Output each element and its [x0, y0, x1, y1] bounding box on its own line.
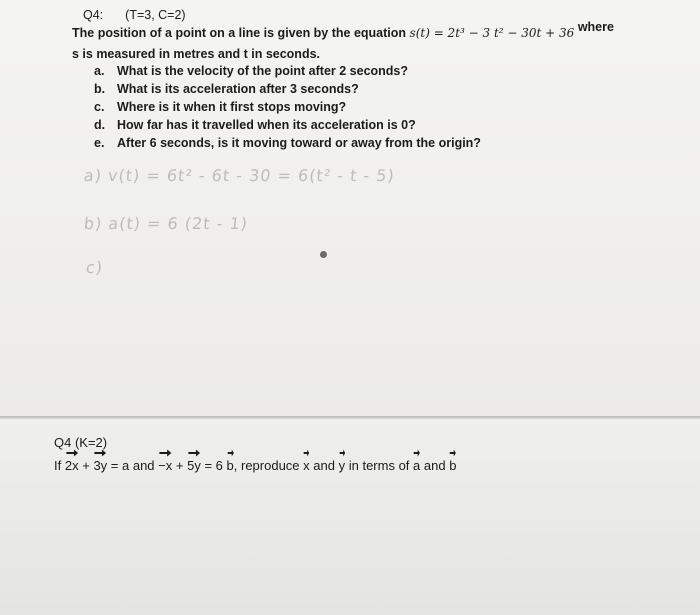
- vector-a: a: [413, 458, 421, 473]
- vector-term: [413, 458, 420, 473]
- part-letter: e.: [94, 136, 105, 150]
- reproduce-text: , reproduce: [233, 458, 300, 473]
- vector-b-final: b: [449, 458, 457, 473]
- equation2-mid: = 6: [204, 458, 223, 473]
- vector-arrow-icon: [303, 449, 310, 457]
- handwritten-answer-c: c): [85, 258, 105, 277]
- equation1-rest: = a and: [110, 458, 155, 473]
- list-item: [94, 98, 481, 116]
- vector-term: [187, 458, 201, 473]
- list-item: [94, 134, 481, 152]
- vector-term: [65, 458, 79, 473]
- part-text: What is the velocity of the point after 2 seconds?: [117, 64, 409, 78]
- and-word: and: [313, 458, 335, 473]
- list-item: [94, 116, 481, 134]
- vector-term: [158, 458, 172, 473]
- in-terms-of-text: in terms of: [348, 458, 410, 473]
- part-letter: d.: [94, 118, 106, 132]
- plus-sign: +: [175, 458, 184, 473]
- question-stem: [72, 20, 614, 40]
- vector-3y: 3y: [93, 458, 108, 473]
- where-word: where: [577, 20, 614, 34]
- question-marks: (T=3, C=2): [125, 8, 186, 22]
- part-text: After 6 seconds, is it moving toward or away from the origin?: [117, 136, 481, 150]
- part-text: Where is it when it first stops moving?: [117, 100, 347, 114]
- handwritten-answer-a: a) v(t) = 6t² - 6t - 30 = 6(t² - t - 5): [83, 166, 396, 185]
- vector-neg-x: −x: [158, 458, 173, 473]
- question2-header: Q4 (K=2): [54, 435, 108, 450]
- vector-x: x: [303, 458, 310, 473]
- vector-question: [54, 458, 456, 473]
- vector-arrow-icon: [158, 449, 172, 457]
- handwritten-answer-b: b) a(t) = 6 (2t - 1): [83, 214, 249, 233]
- position-equation: s(t) = 2t³ − 3 t² − 30t + 36: [409, 26, 575, 40]
- vector-arrow-icon: [65, 449, 79, 457]
- vector-b: b: [226, 458, 234, 473]
- vector-2x: 2x: [64, 458, 79, 473]
- vector-arrow-icon: [339, 449, 346, 457]
- vector-term: [449, 458, 456, 473]
- vector-arrow-icon: [227, 449, 234, 457]
- part-letter: a.: [94, 64, 105, 78]
- list-item: [94, 62, 481, 80]
- vector-arrow-icon: [449, 449, 456, 457]
- question-number: Q4:: [83, 8, 104, 22]
- question-parts-list: [94, 62, 481, 152]
- and-word: and: [423, 458, 446, 473]
- vector-arrow-icon: [93, 449, 107, 457]
- vector-arrow-icon: [187, 449, 201, 457]
- vector-5y: 5y: [187, 458, 201, 473]
- part-text: How far has it travelled when its acceleration is 0?: [117, 118, 416, 132]
- vector-arrow-icon: [413, 449, 420, 457]
- plus-sign: +: [82, 458, 90, 473]
- part-letter: c.: [94, 100, 105, 114]
- question-header: [83, 8, 186, 22]
- if-word: If: [54, 458, 62, 473]
- ink-dot: [320, 251, 327, 258]
- part-text: What is its acceleration after 3 seconds?: [117, 82, 359, 96]
- vector-term: [227, 458, 234, 473]
- question-stem-line2: s is measured in metres and t in seconds.: [72, 47, 321, 61]
- vector-term: [93, 458, 107, 473]
- vector-term: [339, 458, 346, 473]
- vector-y: y: [338, 458, 346, 473]
- part-letter: b.: [94, 82, 106, 96]
- vector-term: [303, 458, 310, 473]
- list-item: [94, 80, 481, 98]
- stem-text: The position of a point on a line is given by the equation: [72, 26, 407, 40]
